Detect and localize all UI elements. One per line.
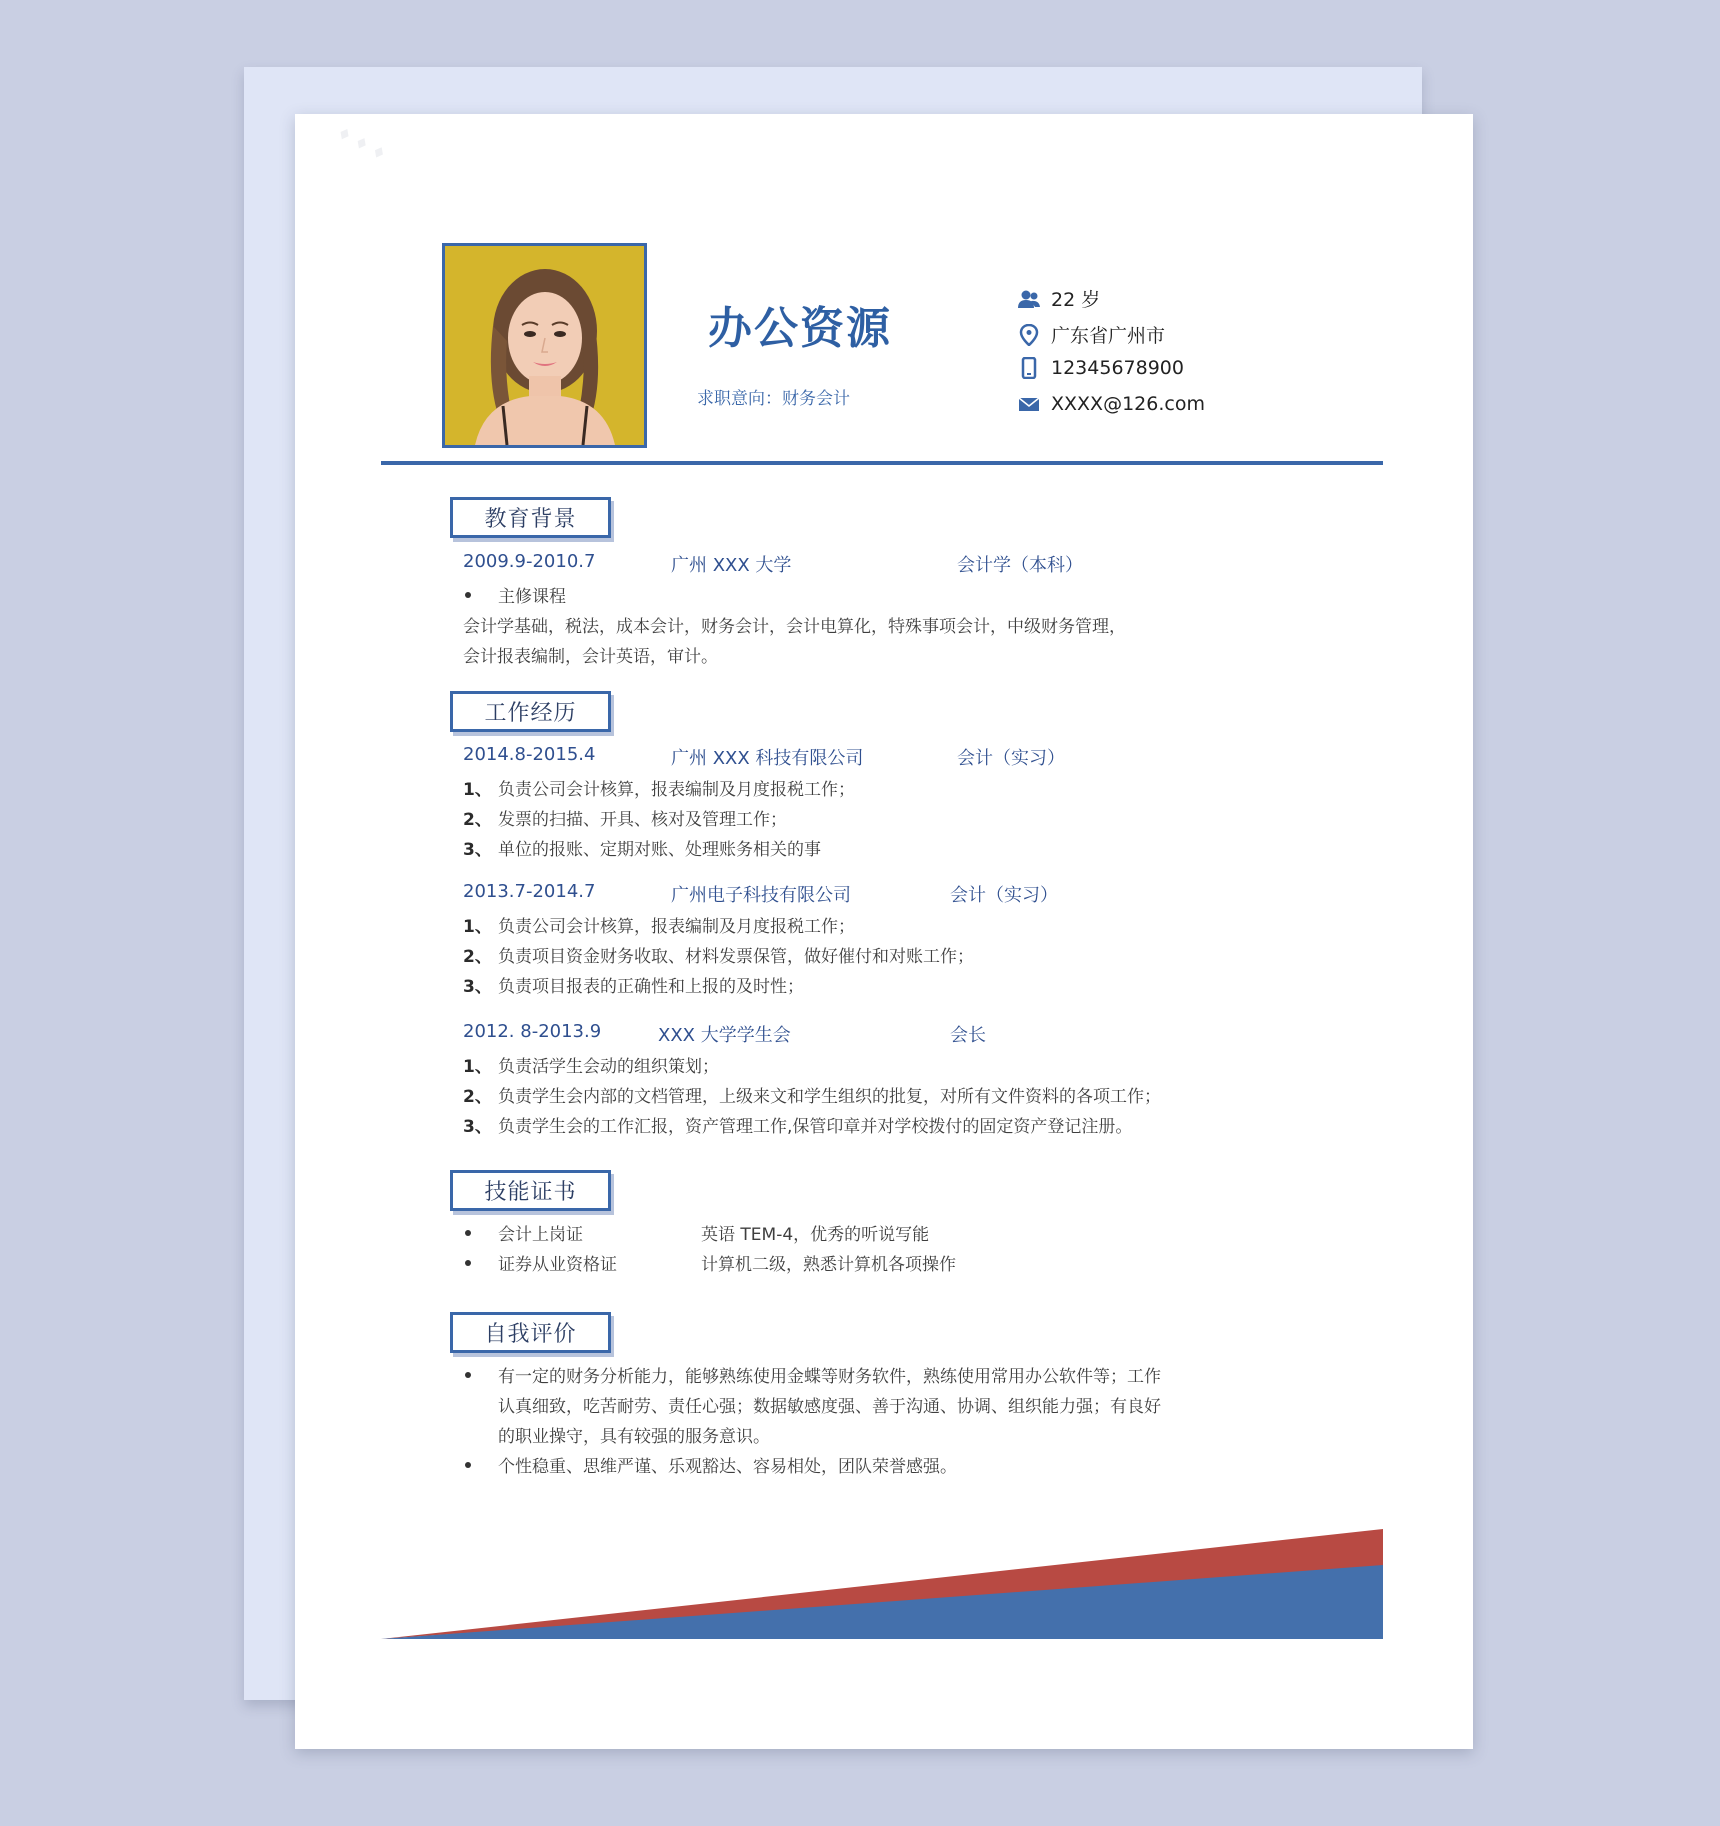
self-eval-2: 个性稳重、思维严谨、乐观豁达、容易相处，团队荣誉感强。: [498, 1457, 957, 1477]
job2-item2-text: 负责项目资金财务收取、材料发票保管，做好催付和对账工作；: [498, 947, 974, 967]
job3-role: 会长: [950, 1025, 986, 1046]
skill1-desc: 英语 TEM-4，优秀的听说写能: [701, 1225, 930, 1245]
contact-location: [1017, 321, 1165, 348]
job2-company: 广州电子科技有限公司: [671, 885, 851, 906]
edu-period: 2009.9-2010.7: [463, 551, 596, 572]
location-pin-icon: [1017, 324, 1041, 346]
job1-company: 广州 XXX 科技有限公司: [671, 748, 864, 769]
phone-icon: [1017, 357, 1041, 379]
edu-major: 会计学（本科）: [957, 555, 1083, 576]
edu-school: 广州 XXX 大学: [671, 555, 792, 576]
job3-item1-text: 负责活学生会动的组织策划；: [498, 1057, 719, 1077]
bullet-dot: [465, 592, 471, 598]
section-title-education: 教育背景: [450, 497, 611, 538]
job1-item2-num: 2、: [463, 810, 492, 830]
job2-item1-num: 1、: [463, 917, 492, 937]
job1-item1-num: 1、: [463, 780, 492, 800]
contact-phone: [1017, 357, 1184, 379]
courses-line-2: 会计报表编制，会计英语，审计。: [463, 647, 718, 667]
section-title-self-eval: 自我评价: [450, 1312, 611, 1353]
job2-item1-text: 负责公司会计核算，报表编制及月度报税工作；: [498, 917, 855, 937]
resume-page: ♦ ♦ ♦ 办公资源 求职意向：财务会计 22 岁 广东省广州市 12345678900 XXXX@126.com 教育背景 2009.9-2010.7 广州 XXX 大学 会计学（本科） 主修课程 会计学基础，税法，成本会计，财务会计，会计电算化，特殊事项会计，中级财务管理， 会计报表编制，会计英语，审计。 工作经历 2014.8-2015.4 广州 XXX 科技有限公司 会计（实习） 1、 负责公司会计核算，报表编制及月度报税工作； 2、 发票的扫描、开具、核对及管理工作； 3、 单位的报账、定期对账、处理账务相关的事 2013.7-2014.7 广州电子科技有限公司 会计（实习） 1、 负责公司会计核算，报表编制及月度报税工作； 2、 负责项目资金财务收取、材料发票保管，做好催付和对账工作； 3、 负责项目报表的正确性和上报的及时性； 2012. 8-2013.9 XXX 大学学生会 会长 1、 负责活学生会动的组织策划； 2、 负责学生会内部的文档管理，上级来文和学生组织的批复，对所有文件资料的各项工作； 3、 负责学生会的工作汇报，资产管理工作,保管印章并对学校拨付的固定资产登记注册。 技能证书 会计上岗证 英语 TEM-4，优秀的听说写能 证券从业资格证 计算机二级，熟悉计算机各项操作 自我评价 有一定的财务分析能力，能够熟练使用金蝶等财务软件，熟练使用常用办公软件等；工作 认真细致，吃苦耐劳、责任心强；数据敏感度强、善于沟通、协调、组织能力强；有良好 的职业操守，具有较强的服务意识。 个性稳重、思维严谨、乐观豁达、容易相处，团队荣誉感强。: [295, 114, 1473, 1749]
header-divider: [381, 461, 1383, 465]
bullet-dot: [465, 1372, 471, 1378]
self-eval-1-line2: 认真细致，吃苦耐劳、责任心强；数据敏感度强、善于沟通、协调、组织能力强；有良好: [498, 1397, 1161, 1417]
job2-item2-num: 2、: [463, 947, 492, 967]
job-intent-value: 财务会计: [782, 389, 850, 409]
job2-item3-text: 负责项目报表的正确性和上报的及时性；: [498, 977, 804, 997]
location-text: 广东省广州市: [1051, 325, 1166, 347]
self-eval-1-line1: 有一定的财务分析能力，能够熟练使用金蝶等财务软件，熟练使用常用办公软件等；工作: [498, 1367, 1161, 1387]
mail-icon: [1017, 393, 1041, 415]
job3-item1-num: 1、: [463, 1057, 492, 1077]
person-icon: [1017, 288, 1041, 310]
contact-age: [1017, 285, 1100, 312]
profile-photo: [442, 243, 647, 448]
job-intent-label: 求职意向：: [697, 389, 782, 409]
job3-item3-text: 负责学生会的工作汇报，资产管理工作,保管印章并对学校拨付的固定资产登记注册。: [498, 1117, 1133, 1137]
contact-email: [1017, 393, 1205, 415]
job2-period: 2013.7-2014.7: [463, 881, 596, 902]
section-title-work: 工作经历: [450, 691, 611, 732]
bullet-dot: [465, 1260, 471, 1266]
section-title-skills: 技能证书: [450, 1170, 611, 1211]
footer-decoration: [381, 1529, 1383, 1641]
job3-item2-num: 2、: [463, 1087, 492, 1107]
courses-label: 主修课程: [498, 587, 566, 607]
job3-item3-num: 3、: [463, 1117, 492, 1137]
job1-period: 2014.8-2015.4: [463, 744, 596, 765]
job-intent: [697, 384, 850, 409]
job1-item3-text: 单位的报账、定期对账、处理账务相关的事: [498, 840, 821, 860]
job1-item1-text: 负责公司会计核算，报表编制及月度报税工作；: [498, 780, 855, 800]
job1-item2-text: 发票的扫描、开具、核对及管理工作；: [498, 810, 787, 830]
phone-text: 12345678900: [1051, 357, 1184, 379]
job3-company: XXX 大学学生会: [658, 1025, 791, 1046]
skill1-cert: 会计上岗证: [498, 1225, 583, 1245]
skill2-cert: 证券从业资格证: [498, 1255, 617, 1275]
bullet-dot: [465, 1230, 471, 1236]
job2-item3-num: 3、: [463, 977, 492, 997]
self-eval-1-line3: 的职业操守，具有较强的服务意识。: [498, 1427, 770, 1447]
job2-role: 会计（实习）: [950, 885, 1058, 906]
portrait-image: [445, 246, 644, 445]
bullet-dot: [465, 1462, 471, 1468]
courses-line-1: 会计学基础，税法，成本会计，财务会计，会计电算化，特殊事项会计，中级财务管理，: [463, 617, 1126, 637]
email-text: XXXX@126.com: [1051, 393, 1205, 415]
candidate-name: 办公资源: [708, 303, 892, 354]
job1-item3-num: 3、: [463, 840, 492, 860]
age-text: 22 岁: [1051, 289, 1101, 311]
job3-period: 2012. 8-2013.9: [463, 1021, 602, 1042]
job3-item2-text: 负责学生会内部的文档管理，上级来文和学生组织的批复，对所有文件资料的各项工作；: [498, 1087, 1161, 1107]
skill2-desc: 计算机二级，熟悉计算机各项操作: [701, 1255, 956, 1275]
job1-role: 会计（实习）: [957, 748, 1065, 769]
